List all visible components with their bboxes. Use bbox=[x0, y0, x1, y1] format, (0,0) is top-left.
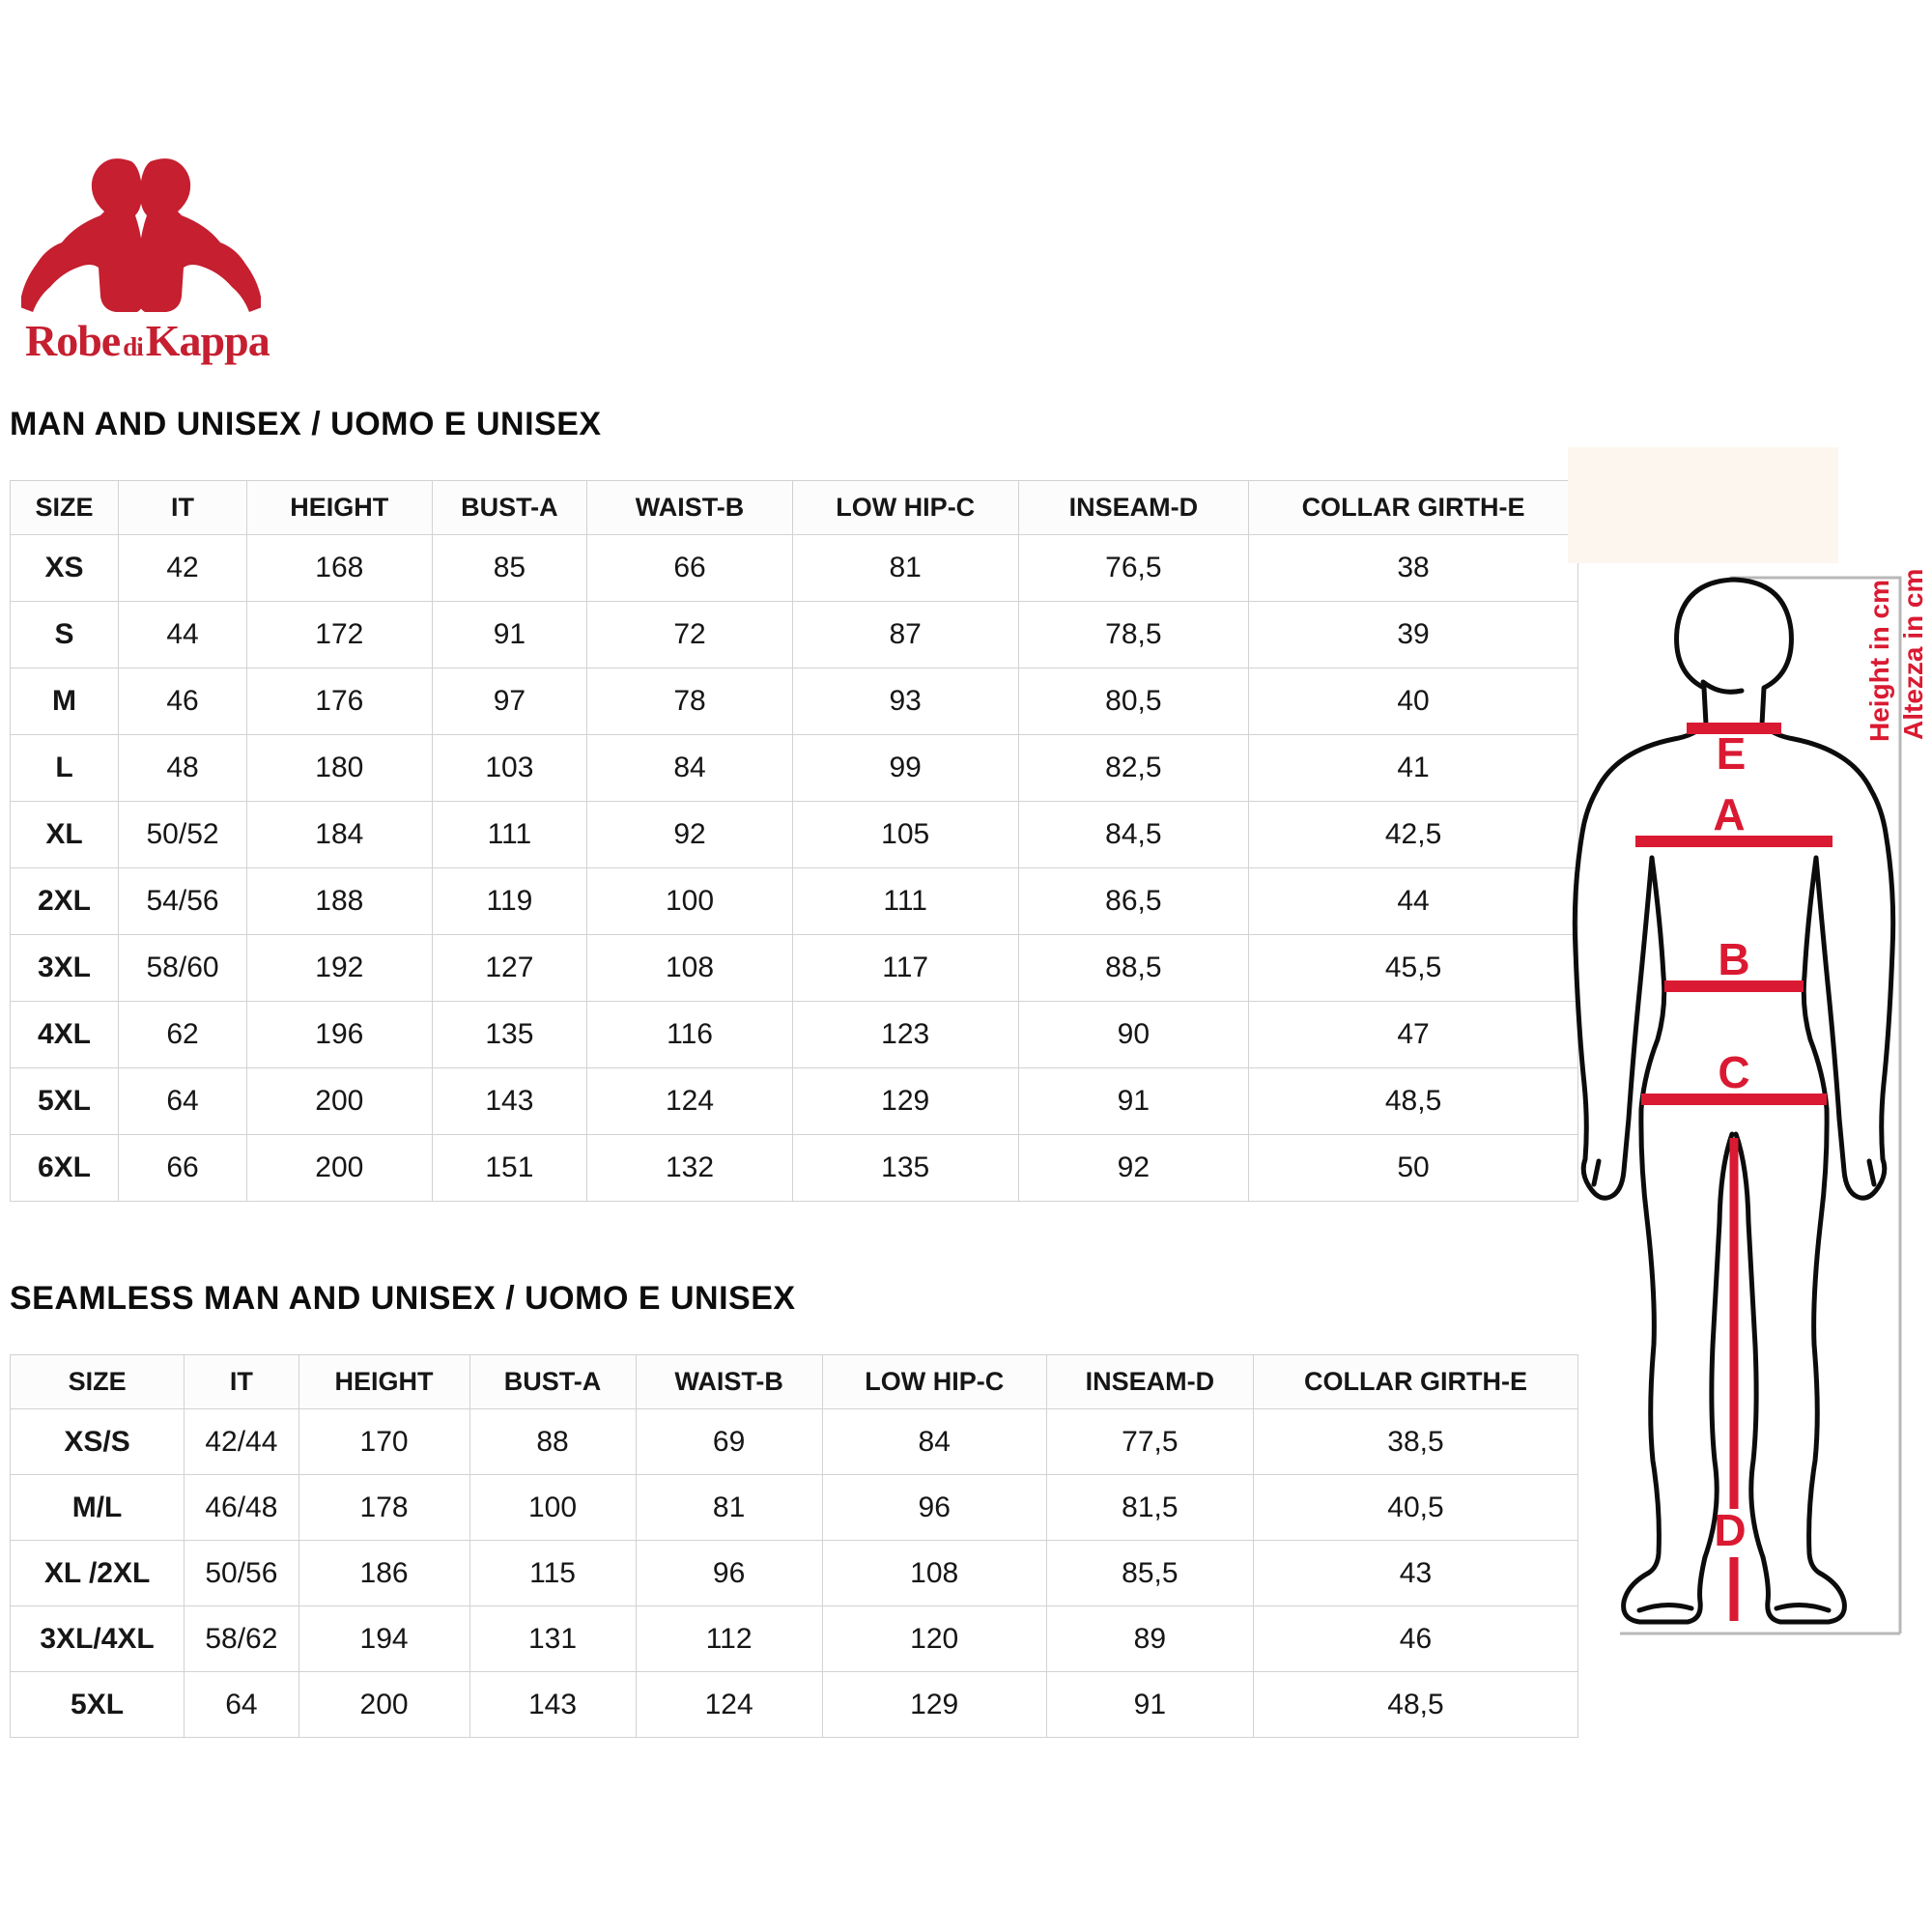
height-caption-it: Altezza in cm bbox=[1898, 568, 1928, 740]
body-measurement-diagram bbox=[1560, 541, 1932, 1739]
value-cell: 85 bbox=[432, 535, 587, 602]
size-cell: L bbox=[11, 735, 119, 802]
section-title-seamless: SEAMLESS MAN AND UNISEX / UOMO E UNISEX bbox=[10, 1280, 796, 1317]
value-cell: 78 bbox=[587, 668, 793, 735]
value-cell: 96 bbox=[822, 1475, 1046, 1541]
size-table-man-unisex bbox=[10, 480, 1578, 1202]
value-cell: 180 bbox=[247, 735, 433, 802]
value-cell: 200 bbox=[298, 1672, 469, 1738]
brand-word-di: di bbox=[123, 332, 143, 361]
value-cell: 129 bbox=[822, 1672, 1046, 1738]
column-header: IT bbox=[118, 481, 246, 535]
value-cell: 46 bbox=[118, 668, 246, 735]
value-cell: 43 bbox=[1253, 1541, 1577, 1606]
label-waist-B: B bbox=[1718, 934, 1750, 984]
value-cell: 176 bbox=[247, 668, 433, 735]
value-cell: 76,5 bbox=[1018, 535, 1249, 602]
value-cell: 81,5 bbox=[1046, 1475, 1253, 1541]
value-cell: 124 bbox=[587, 1068, 793, 1135]
value-cell: 186 bbox=[298, 1541, 469, 1606]
value-cell: 45,5 bbox=[1249, 935, 1578, 1002]
value-cell: 40,5 bbox=[1253, 1475, 1577, 1541]
value-cell: 184 bbox=[247, 802, 433, 868]
value-cell: 151 bbox=[432, 1135, 587, 1202]
value-cell: 129 bbox=[792, 1068, 1018, 1135]
table-row bbox=[11, 1475, 1578, 1541]
value-cell: 116 bbox=[587, 1002, 793, 1068]
value-cell: 48,5 bbox=[1253, 1672, 1577, 1738]
table-row bbox=[11, 1068, 1578, 1135]
value-cell: 82,5 bbox=[1018, 735, 1249, 802]
value-cell: 48,5 bbox=[1249, 1068, 1578, 1135]
size-cell: 2XL bbox=[11, 868, 119, 935]
value-cell: 100 bbox=[587, 868, 793, 935]
value-cell: 99 bbox=[792, 735, 1018, 802]
size-cell: 4XL bbox=[11, 1002, 119, 1068]
value-cell: 84,5 bbox=[1018, 802, 1249, 868]
table-row bbox=[11, 1002, 1578, 1068]
value-cell: 72 bbox=[587, 602, 793, 668]
value-cell: 84 bbox=[587, 735, 793, 802]
value-cell: 87 bbox=[792, 602, 1018, 668]
label-low-hip-C: C bbox=[1718, 1047, 1750, 1097]
value-cell: 46 bbox=[1253, 1606, 1577, 1672]
value-cell: 46/48 bbox=[185, 1475, 298, 1541]
size-cell: 5XL bbox=[11, 1672, 185, 1738]
value-cell: 108 bbox=[822, 1541, 1046, 1606]
size-cell: 3XL bbox=[11, 935, 119, 1002]
value-cell: 88 bbox=[469, 1409, 636, 1475]
value-cell: 81 bbox=[636, 1475, 822, 1541]
column-header: BUST-A bbox=[432, 481, 587, 535]
value-cell: 111 bbox=[432, 802, 587, 868]
value-cell: 84 bbox=[822, 1409, 1046, 1475]
value-cell: 143 bbox=[469, 1672, 636, 1738]
table-row bbox=[11, 1541, 1578, 1606]
value-cell: 42/44 bbox=[185, 1409, 298, 1475]
size-cell: 3XL/4XL bbox=[11, 1606, 185, 1672]
table-row bbox=[11, 735, 1578, 802]
value-cell: 172 bbox=[247, 602, 433, 668]
column-header: SIZE bbox=[11, 481, 119, 535]
value-cell: 64 bbox=[118, 1068, 246, 1135]
kappa-back-to-back-figures bbox=[21, 158, 261, 312]
value-cell: 58/62 bbox=[185, 1606, 298, 1672]
value-cell: 91 bbox=[1046, 1672, 1253, 1738]
value-cell: 44 bbox=[1249, 868, 1578, 935]
value-cell: 194 bbox=[298, 1606, 469, 1672]
value-cell: 40 bbox=[1249, 668, 1578, 735]
table-row bbox=[11, 602, 1578, 668]
value-cell: 78,5 bbox=[1018, 602, 1249, 668]
header-row bbox=[11, 481, 1578, 535]
table-row bbox=[11, 535, 1578, 602]
value-cell: 188 bbox=[247, 868, 433, 935]
value-cell: 103 bbox=[432, 735, 587, 802]
size-cell: 5XL bbox=[11, 1068, 119, 1135]
value-cell: 50 bbox=[1249, 1135, 1578, 1202]
column-header: IT bbox=[185, 1355, 298, 1409]
value-cell: 97 bbox=[432, 668, 587, 735]
value-cell: 50/56 bbox=[185, 1541, 298, 1606]
size-table-seamless bbox=[10, 1354, 1578, 1738]
column-header: WAIST-B bbox=[636, 1355, 822, 1409]
size-cell: M/L bbox=[11, 1475, 185, 1541]
value-cell: 69 bbox=[636, 1409, 822, 1475]
column-header: LOW HIP-C bbox=[822, 1355, 1046, 1409]
column-header: HEIGHT bbox=[298, 1355, 469, 1409]
value-cell: 58/60 bbox=[118, 935, 246, 1002]
label-collar-E: E bbox=[1716, 728, 1747, 779]
value-cell: 135 bbox=[432, 1002, 587, 1068]
value-cell: 41 bbox=[1249, 735, 1578, 802]
column-header: COLLAR GIRTH-E bbox=[1249, 481, 1578, 535]
value-cell: 86,5 bbox=[1018, 868, 1249, 935]
value-cell: 54/56 bbox=[118, 868, 246, 935]
value-cell: 120 bbox=[822, 1606, 1046, 1672]
value-cell: 91 bbox=[1018, 1068, 1249, 1135]
value-cell: 92 bbox=[1018, 1135, 1249, 1202]
value-cell: 117 bbox=[792, 935, 1018, 1002]
value-cell: 100 bbox=[469, 1475, 636, 1541]
value-cell: 38 bbox=[1249, 535, 1578, 602]
value-cell: 96 bbox=[636, 1541, 822, 1606]
value-cell: 88,5 bbox=[1018, 935, 1249, 1002]
value-cell: 66 bbox=[118, 1135, 246, 1202]
column-header: COLLAR GIRTH-E bbox=[1253, 1355, 1577, 1409]
value-cell: 108 bbox=[587, 935, 793, 1002]
value-cell: 170 bbox=[298, 1409, 469, 1475]
table-row bbox=[11, 1409, 1578, 1475]
value-cell: 178 bbox=[298, 1475, 469, 1541]
value-cell: 50/52 bbox=[118, 802, 246, 868]
value-cell: 131 bbox=[469, 1606, 636, 1672]
value-cell: 64 bbox=[185, 1672, 298, 1738]
table-row bbox=[11, 802, 1578, 868]
value-cell: 42 bbox=[118, 535, 246, 602]
value-cell: 127 bbox=[432, 935, 587, 1002]
size-cell: XL bbox=[11, 802, 119, 868]
column-header: INSEAM-D bbox=[1046, 1355, 1253, 1409]
value-cell: 91 bbox=[432, 602, 587, 668]
value-cell: 196 bbox=[247, 1002, 433, 1068]
value-cell: 132 bbox=[587, 1135, 793, 1202]
value-cell: 135 bbox=[792, 1135, 1018, 1202]
value-cell: 93 bbox=[792, 668, 1018, 735]
value-cell: 85,5 bbox=[1046, 1541, 1253, 1606]
table-row bbox=[11, 1672, 1578, 1738]
value-cell: 200 bbox=[247, 1135, 433, 1202]
value-cell: 123 bbox=[792, 1002, 1018, 1068]
kappa-logo-icon bbox=[21, 143, 261, 322]
value-cell: 90 bbox=[1018, 1002, 1249, 1068]
brand-wordmark bbox=[25, 316, 270, 365]
table-row bbox=[11, 668, 1578, 735]
value-cell: 42,5 bbox=[1249, 802, 1578, 868]
label-inseam-D: D bbox=[1714, 1505, 1747, 1555]
value-cell: 115 bbox=[469, 1541, 636, 1606]
value-cell: 66 bbox=[587, 535, 793, 602]
table-row bbox=[11, 1135, 1578, 1202]
value-cell: 119 bbox=[432, 868, 587, 935]
value-cell: 105 bbox=[792, 802, 1018, 868]
header-row bbox=[11, 1355, 1578, 1409]
value-cell: 47 bbox=[1249, 1002, 1578, 1068]
value-cell: 81 bbox=[792, 535, 1018, 602]
column-header: LOW HIP-C bbox=[792, 481, 1018, 535]
value-cell: 77,5 bbox=[1046, 1409, 1253, 1475]
value-cell: 168 bbox=[247, 535, 433, 602]
table-row bbox=[11, 868, 1578, 935]
value-cell: 39 bbox=[1249, 602, 1578, 668]
brand-word-kappa: Kappa bbox=[145, 316, 270, 365]
value-cell: 124 bbox=[636, 1672, 822, 1738]
value-cell: 44 bbox=[118, 602, 246, 668]
value-cell: 62 bbox=[118, 1002, 246, 1068]
section-title-man-unisex: MAN AND UNISEX / UOMO E UNISEX bbox=[10, 406, 602, 442]
value-cell: 48 bbox=[118, 735, 246, 802]
column-header: INSEAM-D bbox=[1018, 481, 1249, 535]
value-cell: 112 bbox=[636, 1606, 822, 1672]
size-cell: M bbox=[11, 668, 119, 735]
value-cell: 80,5 bbox=[1018, 668, 1249, 735]
size-cell: XS bbox=[11, 535, 119, 602]
value-cell: 192 bbox=[247, 935, 433, 1002]
value-cell: 89 bbox=[1046, 1606, 1253, 1672]
value-cell: 143 bbox=[432, 1068, 587, 1135]
value-cell: 200 bbox=[247, 1068, 433, 1135]
height-caption-en: Height in cm bbox=[1864, 579, 1894, 742]
brand-word-robe: Robe bbox=[25, 316, 121, 365]
value-cell: 38,5 bbox=[1253, 1409, 1577, 1475]
column-header: SIZE bbox=[11, 1355, 185, 1409]
value-cell: 111 bbox=[792, 868, 1018, 935]
column-header: HEIGHT bbox=[247, 481, 433, 535]
value-cell: 92 bbox=[587, 802, 793, 868]
column-header: WAIST-B bbox=[587, 481, 793, 535]
size-cell: XS/S bbox=[11, 1409, 185, 1475]
size-cell: XL /2XL bbox=[11, 1541, 185, 1606]
size-cell: 6XL bbox=[11, 1135, 119, 1202]
label-bust-A: A bbox=[1713, 789, 1746, 839]
size-cell: S bbox=[11, 602, 119, 668]
table-row bbox=[11, 1606, 1578, 1672]
table-row bbox=[11, 935, 1578, 1002]
column-header: BUST-A bbox=[469, 1355, 636, 1409]
